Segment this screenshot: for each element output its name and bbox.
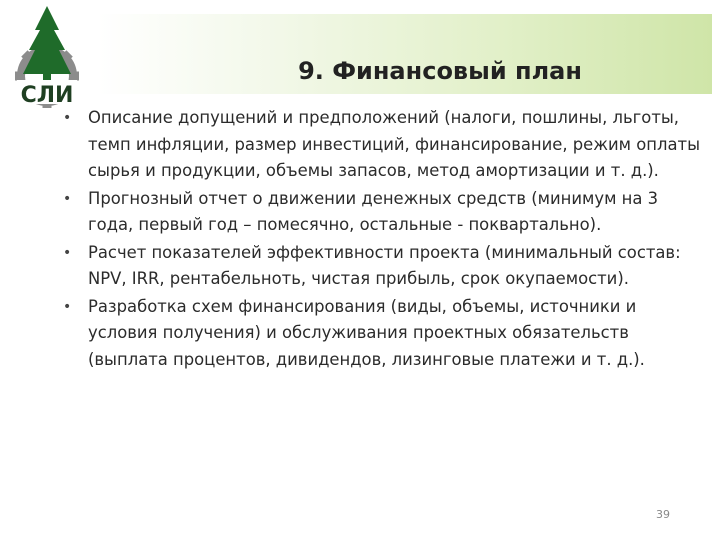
page-number: 39	[656, 508, 670, 521]
slide-title: 9. Финансовый план	[298, 57, 582, 85]
bullet-text: Прогнозный отчет о движении денежных средств (минимум на 3 года, первый год – помесячно, остальные - поквартально).	[88, 188, 659, 234]
bullet-marker: •	[63, 244, 72, 261]
sli-logo	[4, 4, 90, 112]
bullet-marker: •	[63, 190, 72, 207]
logo-text: СЛИ	[20, 83, 74, 108]
title-bar	[98, 14, 712, 94]
bullet-text: Расчет показателей эффективности проекта (минимальный состав: NPV, IRR, рентабельноть, чистая прибыль, срок окупаемости).	[88, 242, 681, 288]
bullet-marker: •	[63, 298, 72, 315]
bullet-item	[60, 105, 700, 185]
bullet-item	[60, 240, 700, 293]
bullet-item	[60, 186, 700, 239]
bullet-text: Разработка схем финансирования (виды, объемы, источники и условия получения) и обслуживания проектных обязательств (выплата процентов, дивидендов, лизинговые платежи и т. д.).	[88, 296, 645, 369]
fir-tree-icon	[23, 6, 71, 90]
bullet-text: Описание допущений и предположений (налоги, пошлины, льготы, темп инфляции, размер инвестиций, финансирование, режим оплаты сырья и продукции, объемы запасов, метод амортизации и т. д.).	[88, 108, 701, 180]
bullet-list	[60, 105, 700, 374]
bullet-item	[60, 294, 700, 374]
bullet-marker: •	[63, 110, 72, 126]
